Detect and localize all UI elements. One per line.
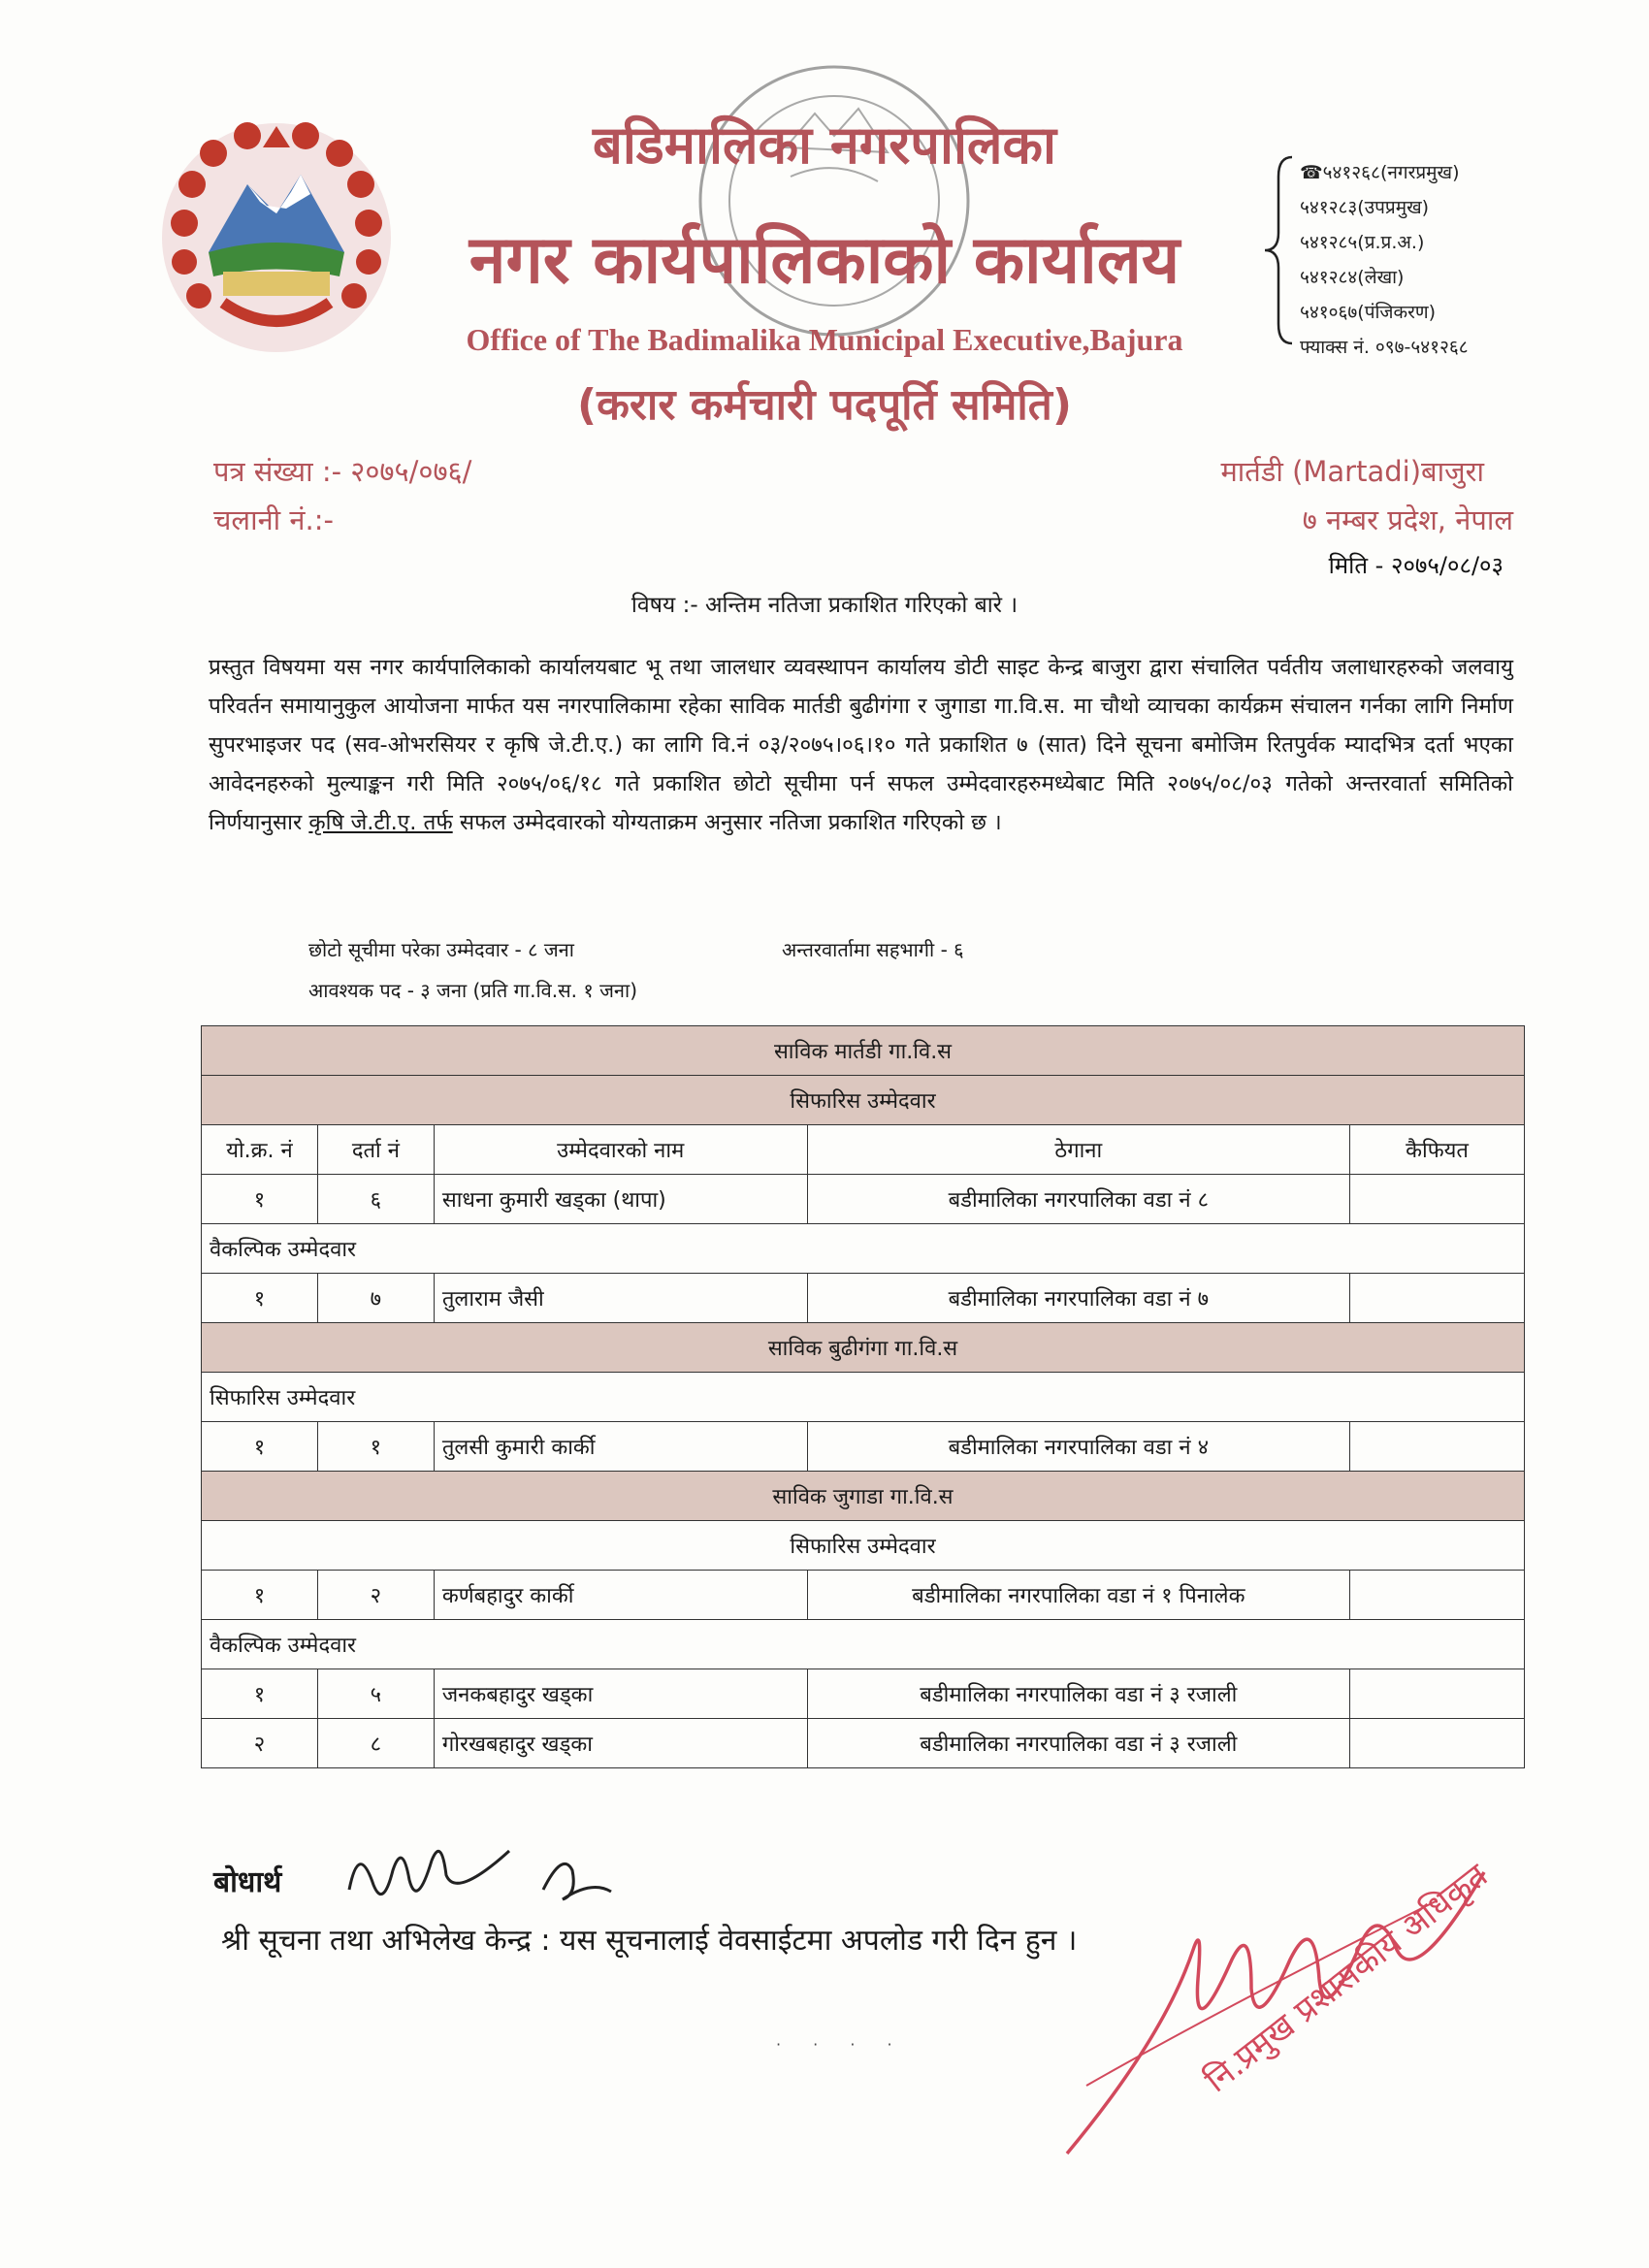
serial-number: १ [202,1571,318,1620]
column-header: ठेगाना [807,1125,1350,1175]
letter-province: ७ नम्बर प्रदेश, नेपाल [1302,503,1513,536]
candidate-name: कर्णबहादुर कार्की [434,1571,807,1620]
candidate-address: बडीमालिका नगरपालिका वडा नं ३ रजाली [807,1669,1350,1719]
phone-cao: ५४१२८५(प्र.प्र.अ.) [1300,232,1425,253]
signatory-title: नि.प्रमुख प्रशासकीय अधिकृत [1197,1856,1496,2101]
brace-divider [1261,153,1300,347]
interview-count: अन्तरवार्तामा सहभागी - ६ [782,938,964,961]
serial-number: १ [202,1175,318,1224]
dotted-mark: · · · · [776,2035,906,2054]
office-title: नगर कार्यपालिकाको कार्यालय [469,222,1180,299]
candidate-address: बडीमालिका नगरपालिका वडा नं ४ [807,1422,1350,1472]
registration-number: ५ [317,1669,434,1719]
letter-place: मार्तडी (Martadi)बाजुरा [1220,455,1484,488]
column-header: दर्ता नं [317,1125,434,1175]
remarks [1350,1175,1525,1224]
body-text-end: सफल उम्मेदवारको योग्यताक्रम अनुसार नतिजा प्रकाशित गरिएको छ । [452,810,1002,835]
table-row [202,1669,1525,1719]
phone-deputy-mayor: ५४१२८३(उपप्रमुख) [1300,197,1430,218]
results-table [201,1025,1525,1768]
remarks [1350,1669,1525,1719]
candidate-name: जनकबहादुर खड्का [434,1669,807,1719]
letter-subject: विषय :- अन्तिम नतिजा प्रकाशित गरिएको बारे । [630,593,1018,618]
column-header: उम्मेदवारको नाम [434,1125,807,1175]
phone-mayor: ☎५४१२६८(नगरप्रमुख) [1300,162,1460,183]
section-label-alternate: वैकल्पिक उम्मेदवार [202,1224,1525,1274]
section-label-recommended: सिफारिस उम्मेदवार [202,1373,1525,1422]
required-posts: आवश्यक पद - ३ जना (प्रति गा.वि.स. १ जना) [308,979,638,1002]
candidate-name: तुलाराम जैसी [434,1274,807,1323]
fax-number: फ्याक्स नं. ०९७-५४१२६८ [1300,337,1469,358]
letter-body [209,648,1513,842]
candidate-address: बडीमालिका नगरपालिका वडा नं ८ [807,1175,1350,1224]
shortlisted-count: छोटो सूचीमा परेका उम्मेदवार - ८ जना [308,938,574,961]
section-title-budhiganga: साविक बुढीगंगा गा.वि.स [202,1323,1525,1373]
remarks [1350,1719,1525,1768]
section-label-recommended: सिफारिस उम्मेदवार [202,1076,1525,1125]
registration-number: ६ [317,1175,434,1224]
office-title-english: Office of The Badimalika Municipal Executive,Bajura [466,322,1183,357]
candidate-summary [308,929,964,1011]
table-row [202,1571,1525,1620]
cc-recipient-line: श्री सूचना तथा अभिलेख केन्द्र : यस सूचनालाई वेवसाईटमा अपलोड गरी दिन हुन । [221,1924,1078,1958]
column-header: यो.क्र. नं [202,1125,318,1175]
section-label-alternate: वैकल्पिक उम्मेदवार [202,1620,1525,1669]
municipality-name: बडिमालिका नगरपालिका [592,114,1056,176]
contact-numbers [1300,155,1591,365]
remarks [1350,1274,1525,1323]
table-row [202,1175,1525,1224]
serial-number: १ [202,1274,318,1323]
serial-number: २ [202,1719,318,1768]
letter-reference-number: पत्र संख्या :- २०७५/०७६/ [213,455,472,488]
candidate-name: साधना कुमारी खड्का (थापा) [434,1175,807,1224]
remarks [1350,1571,1525,1620]
body-text-underlined: कृषि जे.टी.ए. तर्फ [308,810,453,835]
dispatch-number: चलानी नं.:- [213,503,334,536]
registration-number: २ [317,1571,434,1620]
registration-number: ८ [317,1719,434,1768]
table-header-row [202,1125,1525,1175]
phone-accounts: ५४१२८४(लेखा) [1300,267,1405,288]
registration-number: १ [317,1422,434,1472]
registration-number: ७ [317,1274,434,1323]
letter-date: मिति - २०७५/०८/०३ [1328,552,1504,579]
remarks [1350,1422,1525,1472]
section-title-martadi: साविक मार्तडी गा.वि.स [202,1026,1525,1076]
cc-label: बोधार्थ [213,1865,282,1899]
table-row [202,1274,1525,1323]
column-header: कैफियत [1350,1125,1525,1175]
candidate-address: बडीमालिका नगरपालिका वडा नं ३ रजाली [807,1719,1350,1768]
candidate-address: बडीमालिका नगरपालिका वडा नं १ पिनालेक [807,1571,1350,1620]
phone-registration: ५४१०६७(पंजिकरण) [1300,302,1437,323]
candidate-address: बडीमालिका नगरपालिका वडा नं ७ [807,1274,1350,1323]
table-row [202,1422,1525,1472]
committee-name: (करार कर्मचारी पदपूर्ति समिति) [577,380,1072,430]
initials-signature-icon [340,1831,650,1919]
candidate-name: तुलसी कुमारी कार्की [434,1422,807,1472]
serial-number: १ [202,1422,318,1472]
section-title-jugada: साविक जुगाडा गा.वि.स [202,1472,1525,1521]
body-text-start: प्रस्तुत विषयमा यस नगर कार्यपालिकाको कार्यालयबाट भू तथा जालधार व्यवस्थापन कार्यालय डोटी साइट केन्द्र बाजुरा द्वारा संचालित पर्वतीय जलाधारहरुको जलवायु परिवर्तन समायानुकुल आयोजना मार्फत यस नगरपालिकामा रहेका साविक मार्तडी बुढीगंगा र जुगाडा गा.वि.स. मा चौथो व्याचका कार्यक्रम संचालन गर्नका लागि निर्माण सुपरभाइजर पद (सव-ओभरसियर र कृषि जे.टी.ए.) का लागि वि.नं ०३/२०७५।०६।१० गते प्रकाशित ७ (सात) दिने सूचना बमोजिम रितपुर्वक म्यादभित्र दर्ता भएका आवेदनहरुको मुल्याङ्कन गरी मिति २०७५/०६/१८ गते प्रकाशित छोटो सूचीमा पर्न सफल उम्मेदवारहरुमध्येबाट मिति २०७५/०८/०३ गतेको अन्तरवार्ता समितिको निर्णयानुसार [209,655,1513,835]
candidate-name: गोरखबहादुर खड्का [434,1719,807,1768]
section-label-recommended: सिफारिस उम्मेदवार [202,1521,1525,1571]
table-row [202,1719,1525,1768]
serial-number: १ [202,1669,318,1719]
